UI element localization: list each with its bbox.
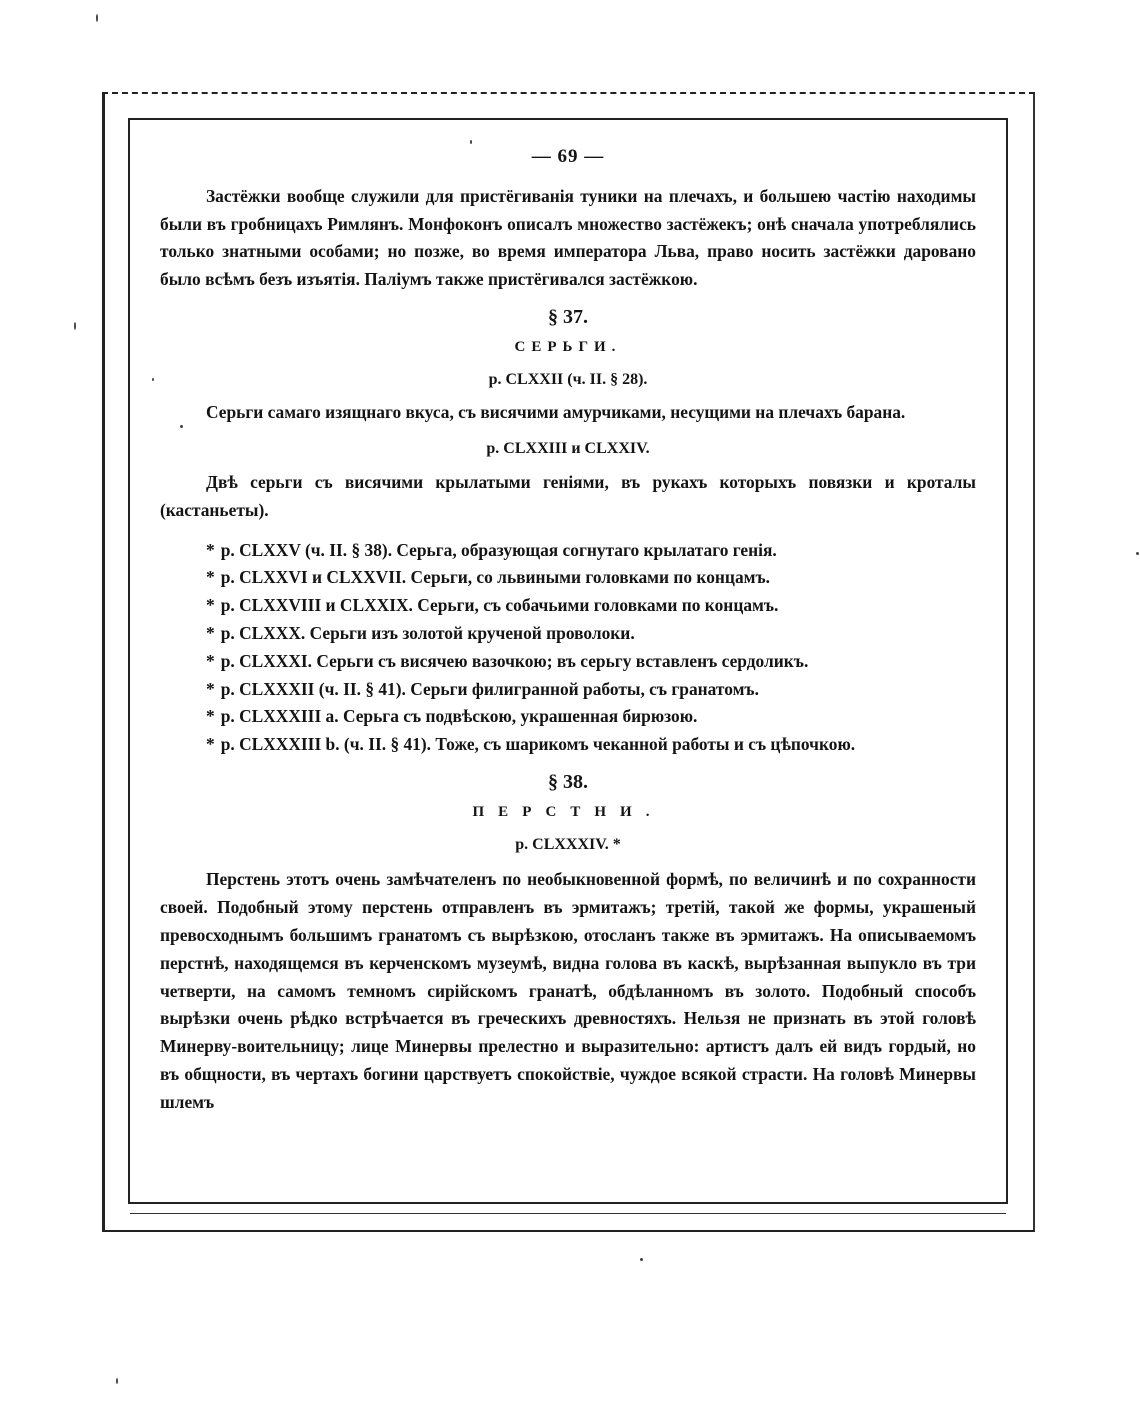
- asterisk-mark: *: [206, 734, 215, 755]
- asterisk-mark: *: [206, 595, 215, 616]
- scan-speck: [1136, 552, 1139, 555]
- scan-speck: [116, 1378, 118, 1384]
- list-item: [160, 703, 976, 731]
- page-number: — 69 —: [531, 146, 605, 167]
- section-37-text-2: Двѣ серьги съ висячими крылатыми геніями, въ рукахъ которыхъ повязки и кроталы (кастаньеты).: [160, 471, 976, 520]
- section-37-text-1: Серьги самаго изящнаго вкуса, съ висячими амурчиками, несущими на плечахъ барана.: [206, 402, 906, 423]
- page-content: [160, 143, 976, 1183]
- bottom-rule: [130, 1213, 1006, 1214]
- scan-speck: [152, 378, 154, 381]
- section-37-ref-2: р. CLXXIII и CLXXIV.: [486, 440, 650, 458]
- asterisk-mark: *: [206, 622, 215, 643]
- list-item-text: р. CLXXXIII b. (ч. II. § 41). Тоже, съ шарикомъ чеканной работы и съ цѣпочкою.: [220, 734, 856, 755]
- earring-list: [160, 537, 976, 759]
- scan-speck: [180, 425, 183, 428]
- scan-speck: [96, 14, 98, 22]
- section-37-title: СЕРЬГИ.: [514, 338, 622, 355]
- section-37-heading: § 37.: [548, 305, 588, 328]
- scan-speck: [74, 322, 76, 330]
- list-item: [160, 676, 976, 704]
- asterisk-mark: *: [206, 650, 215, 671]
- list-item-text: р. CLXXX. Серьги изъ золотой крученой проволоки.: [220, 622, 635, 643]
- asterisk-mark: *: [206, 678, 215, 699]
- section-38-title: ПЕРСТНИ.: [472, 803, 664, 820]
- list-item-text: р. CLXXV (ч. II. § 38). Серьга, образующая согнутаго крылатаго генія.: [220, 539, 777, 560]
- section-37-ref-1: р. CLXXII (ч. II. § 28).: [488, 370, 648, 388]
- list-item: [160, 592, 976, 620]
- list-item-text: р. CLXXXI. Серьги съ висячею вазочкою; въ серьгу вставленъ сердоликъ.: [220, 650, 809, 671]
- list-item: [160, 731, 976, 759]
- section-38-text: Перстень этотъ очень замѣчателенъ по необыкновенной формѣ, по величинѣ и по сохранности своей. Подобный этому перстень отправленъ въ эрмитажъ; третій, такой же формы, украшеный превосходнымъ большимъ гранатомъ съ вырѣзкою, отосланъ также въ эрмитажъ. На описываемомъ перстнѣ, находящемся въ керченскомъ музеумѣ, видна голова въ каскѣ, вырѣзанная выпукло въ три четверти, на самомъ темномъ сирійскомъ гранатѣ, обдѣланномъ въ золото. Подобный способъ вырѣзки очень рѣдко встрѣчается въ греческихъ древностяхъ. Нельзя не признать въ этой головѣ Минерву-воительницу; лице Минервы прелестно и выразительно: артистъ далъ ей видъ гордый, но въ общности, въ чертахъ богини царствуетъ спокойствіе, чуждое всякой страсти. На головѣ Минервы шлемъ: [160, 869, 976, 1112]
- list-item: [160, 537, 976, 565]
- list-item-text: р. CLXXVIII и CLXXIX. Серьги, съ собачьими головками по концамъ.: [220, 595, 779, 616]
- asterisk-mark: *: [206, 706, 215, 727]
- list-item: [160, 620, 976, 648]
- list-item-text: р. CLXXVI и CLXXVII. Серьги, со львиными головками по концамъ.: [220, 567, 770, 588]
- section-38-ref: р. CLXXXIV. *: [515, 835, 621, 853]
- asterisk-mark: *: [206, 539, 215, 560]
- scan-speck: [640, 1258, 643, 1261]
- list-item: [160, 564, 976, 592]
- section-38-heading: § 38.: [548, 770, 588, 793]
- list-item-text: р. CLXXXII (ч. II. § 41). Серьги филигранной работы, съ гранатомъ.: [220, 678, 759, 699]
- scan-speck: [470, 140, 472, 144]
- asterisk-mark: *: [206, 567, 215, 588]
- list-item-text: р. CLXXXIII а. Серьга съ подвѣскою, украшенная бирюзою.: [220, 706, 698, 727]
- intro-paragraph: Застёжки вообще служили для пристёгиванія туники на плечахъ, и большею частію находимы были въ гробницахъ Римлянъ. Монфоконъ описалъ множество застёжекъ; онѣ сначала употреблялись только знатными особами; но позже, во время императора Льва, право носить застёжки даровано было всѣмъ безъ изъятія. Паліумъ также пристёгивался застёжкою.: [160, 185, 976, 290]
- list-item: [160, 648, 976, 676]
